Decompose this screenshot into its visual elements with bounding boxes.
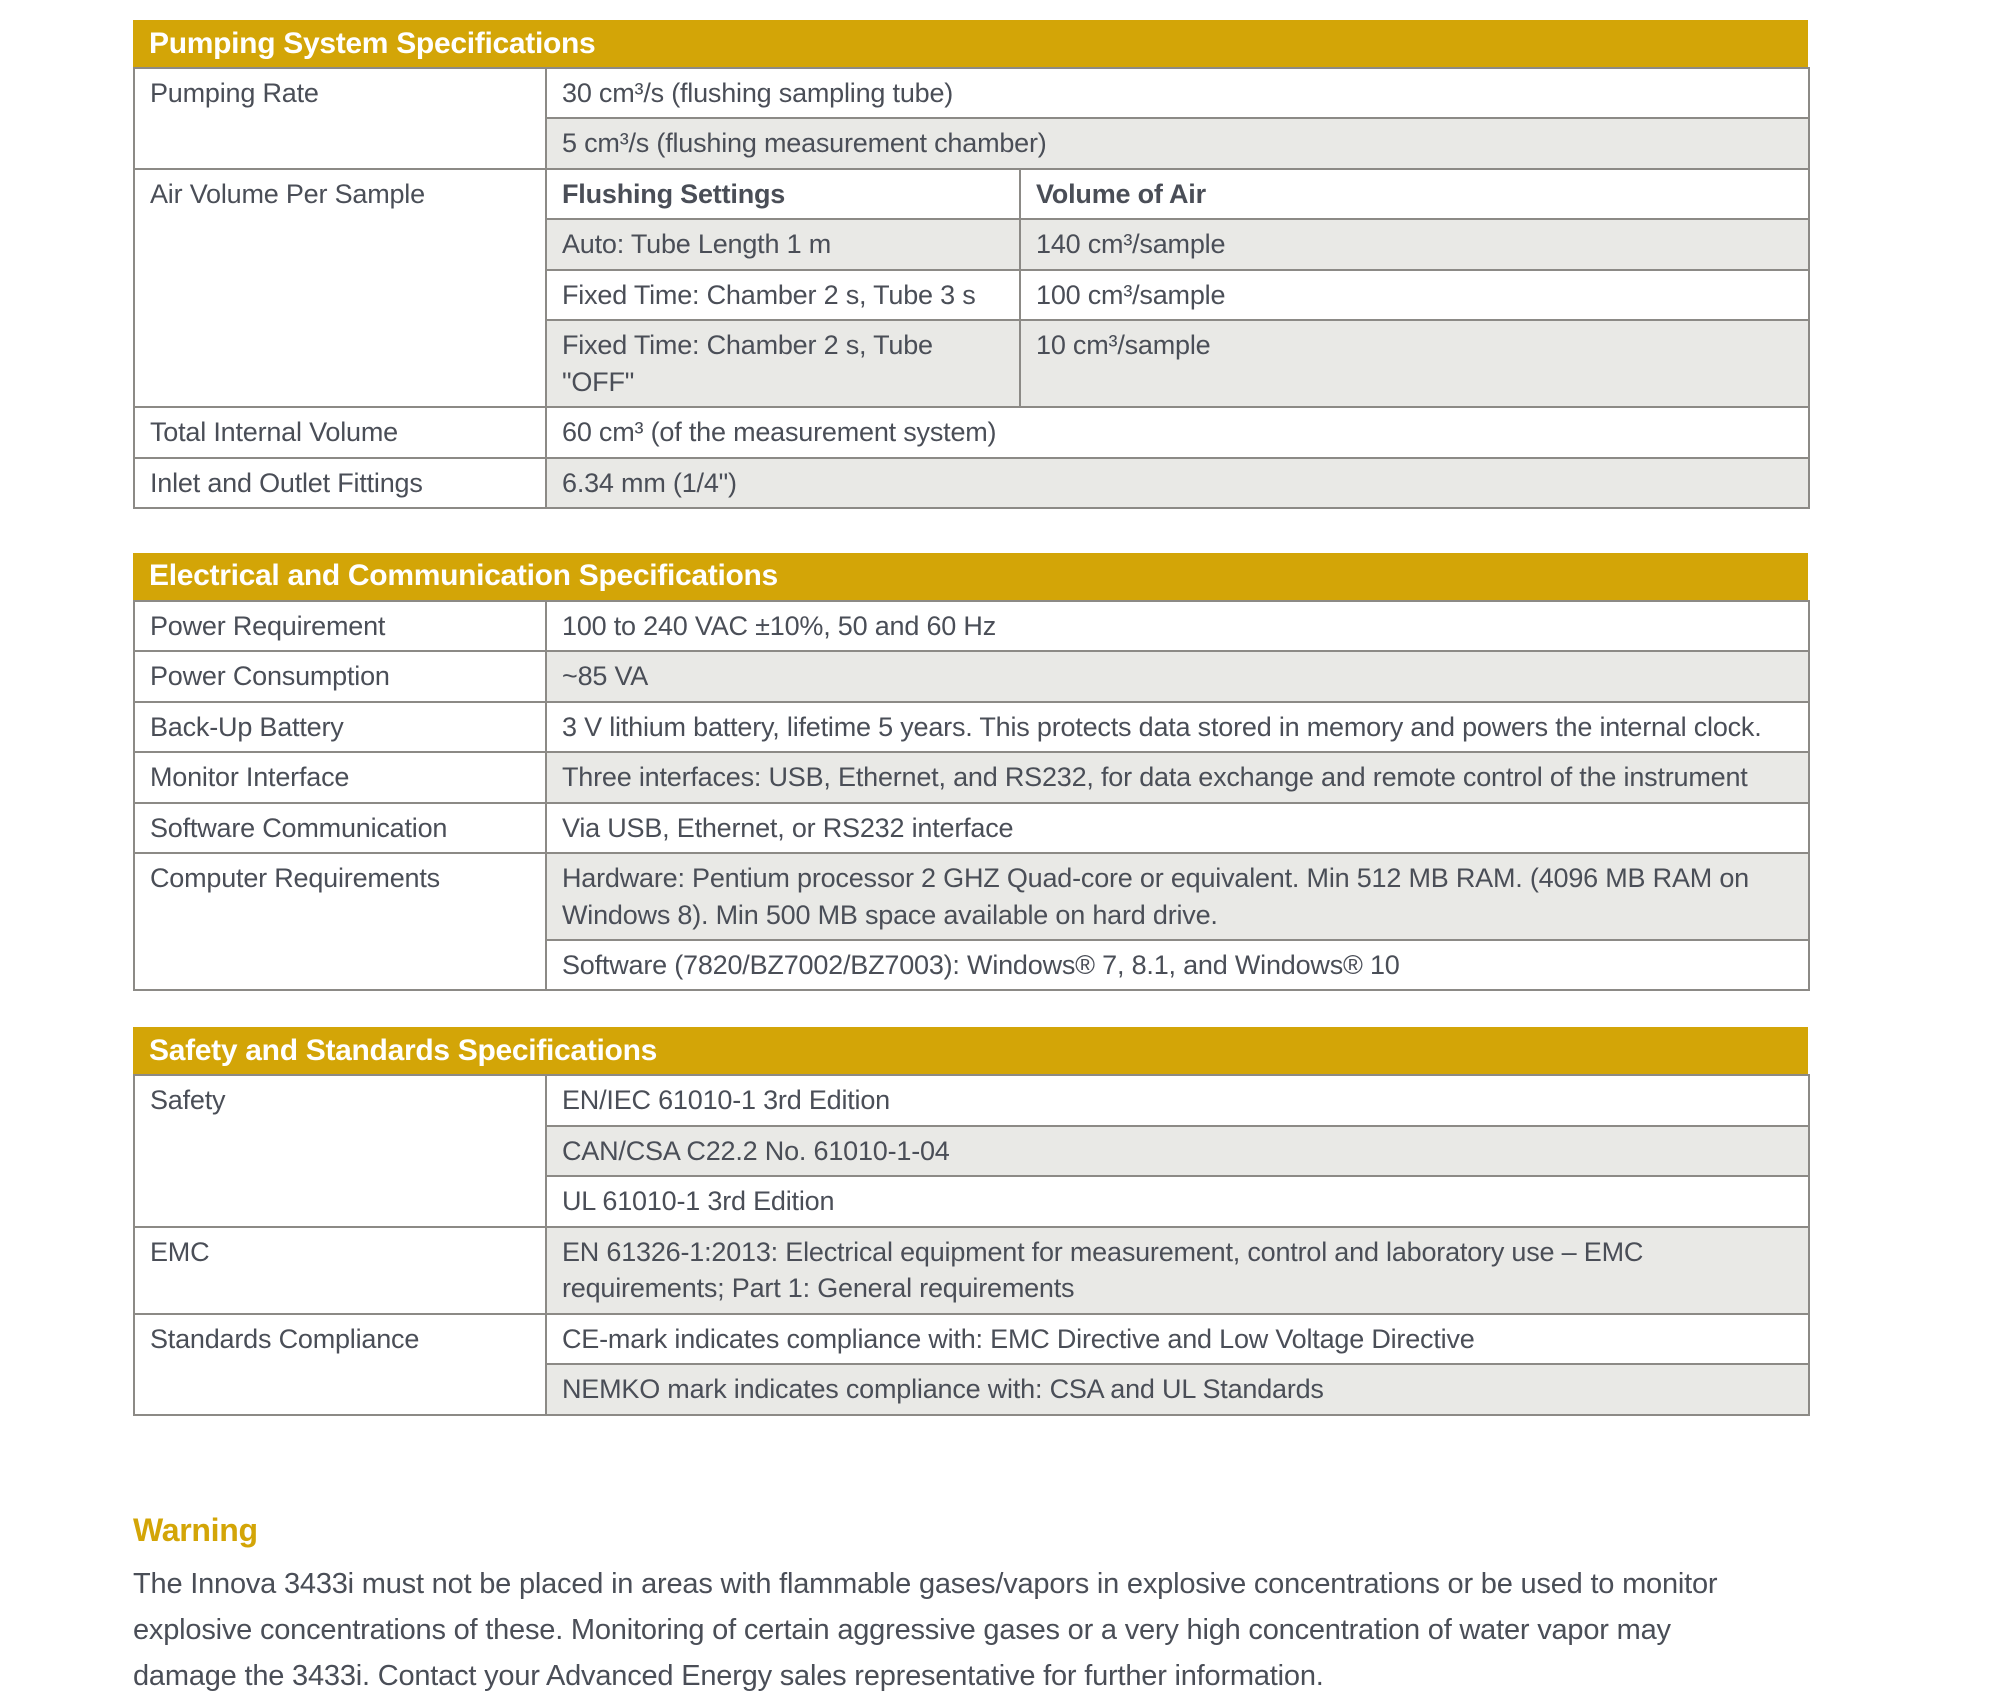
subtable-col-header: Volume of Air: [1020, 169, 1809, 219]
spec-value-cell: ~85 VA: [546, 651, 1809, 701]
spec-value-cell: Software (7820/BZ7002/BZ7003): Windows® 7, 8.1, and Windows® 10: [546, 940, 1809, 990]
spec-value-cell: CAN/CSA C22.2 No. 61010-1-04: [546, 1126, 1809, 1176]
spec-label-cell: Safety: [134, 1075, 546, 1226]
spec-label-cell: Pumping Rate: [134, 68, 546, 169]
spec-value-cell: 3 V lithium battery, lifetime 5 years. This protects data stored in memory and powers the internal clock.: [546, 702, 1809, 752]
spec-value-cell: 5 cm³/s (flushing measurement chamber): [546, 118, 1809, 168]
spec-label-cell: EMC: [134, 1227, 546, 1314]
spec-value-cell: Fixed Time: Chamber 2 s, Tube "OFF": [546, 320, 1020, 407]
spec-value-cell: 10 cm³/sample: [1020, 320, 1809, 407]
table-row: [134, 853, 1809, 940]
table-title: Pumping System Specifications: [149, 26, 596, 60]
table-row: [134, 601, 1809, 651]
spec-value-cell: Three interfaces: USB, Ethernet, and RS232, for data exchange and remote control of the instrument: [546, 752, 1809, 802]
electrical-communication-table: [133, 600, 1810, 992]
spec-value-cell: NEMKO mark indicates compliance with: CSA and UL Standards: [546, 1364, 1809, 1414]
spec-label-cell: Total Internal Volume: [134, 407, 546, 457]
table-title: Safety and Standards Specifications: [149, 1033, 657, 1067]
spec-table-pumping-system: [133, 20, 1808, 509]
warning-section: [133, 1512, 1773, 1699]
spec-value-cell: UL 61010-1 3rd Edition: [546, 1176, 1809, 1226]
spec-value-cell: 100 to 240 VAC ±10%, 50 and 60 Hz: [546, 601, 1809, 651]
spec-value-cell: EN/IEC 61010-1 3rd Edition: [546, 1075, 1809, 1125]
spec-table-safety-standards: [133, 1027, 1808, 1415]
table-row: [134, 407, 1809, 457]
spec-value-cell: 60 cm³ (of the measurement system): [546, 407, 1809, 457]
spec-value-cell: 100 cm³/sample: [1020, 270, 1809, 320]
spec-value-cell: Via USB, Ethernet, or RS232 interface: [546, 803, 1809, 853]
table-title: Electrical and Communication Specifications: [149, 559, 778, 593]
spec-value-cell: 140 cm³/sample: [1020, 219, 1809, 269]
pumping-system-table: [133, 67, 1810, 509]
spec-label-cell: Inlet and Outlet Fittings: [134, 458, 546, 508]
table-row: [134, 702, 1809, 752]
table-row: [134, 1075, 1809, 1125]
spec-label-cell: Monitor Interface: [134, 752, 546, 802]
spec-value-cell: Auto: Tube Length 1 m: [546, 219, 1020, 269]
spec-label-cell: Back-Up Battery: [134, 702, 546, 752]
spec-label-cell: Power Requirement: [134, 601, 546, 651]
subtable-col-header: Flushing Settings: [546, 169, 1020, 219]
table-row: [134, 752, 1809, 802]
spec-table-electrical-communication: [133, 553, 1808, 992]
table-row: [134, 803, 1809, 853]
table-row: [134, 1314, 1809, 1364]
table-title-bar: [133, 20, 1808, 67]
table-row: [134, 1227, 1809, 1314]
spec-value-cell: EN 61326-1:2013: Electrical equipment for measurement, control and laboratory use – EMC requirements; Part 1: General requirements: [546, 1227, 1809, 1314]
table-title-bar: [133, 553, 1808, 600]
spec-value-cell: Hardware: Pentium processor 2 GHZ Quad-core or equivalent. Min 512 MB RAM. (4096 MB RAM on Windows 8). Min 500 MB space available on hard drive.: [546, 853, 1809, 940]
table-row: [134, 68, 1809, 118]
safety-standards-table: [133, 1074, 1810, 1415]
table-title-bar: [133, 1027, 1808, 1074]
spec-value-cell: Fixed Time: Chamber 2 s, Tube 3 s: [546, 270, 1020, 320]
spec-value-cell: CE-mark indicates compliance with: EMC Directive and Low Voltage Directive: [546, 1314, 1809, 1364]
spec-label-cell: Computer Requirements: [134, 853, 546, 990]
spec-label-cell: Power Consumption: [134, 651, 546, 701]
spec-label-cell: Air Volume Per Sample: [134, 169, 546, 407]
spec-value-cell: 6.34 mm (1/4"): [546, 458, 1809, 508]
spec-label-cell: Standards Compliance: [134, 1314, 546, 1415]
table-row: [134, 458, 1809, 508]
spec-value-cell: 30 cm³/s (flushing sampling tube): [546, 68, 1809, 118]
table-row: [134, 651, 1809, 701]
spec-label-cell: Software Communication: [134, 803, 546, 853]
warning-text: The Innova 3433i must not be placed in areas with flammable gases/vapors in explosive concentrations or be used to monitor explosive concentrations of these. Monitoring of certain aggressive gases or a very high concentration of water vapor may damage the 3433i. Contact your Advanced Energy sales representative for further information.: [133, 1567, 1718, 1692]
table-row: [134, 169, 1809, 219]
warning-heading: Warning: [133, 1511, 258, 1548]
